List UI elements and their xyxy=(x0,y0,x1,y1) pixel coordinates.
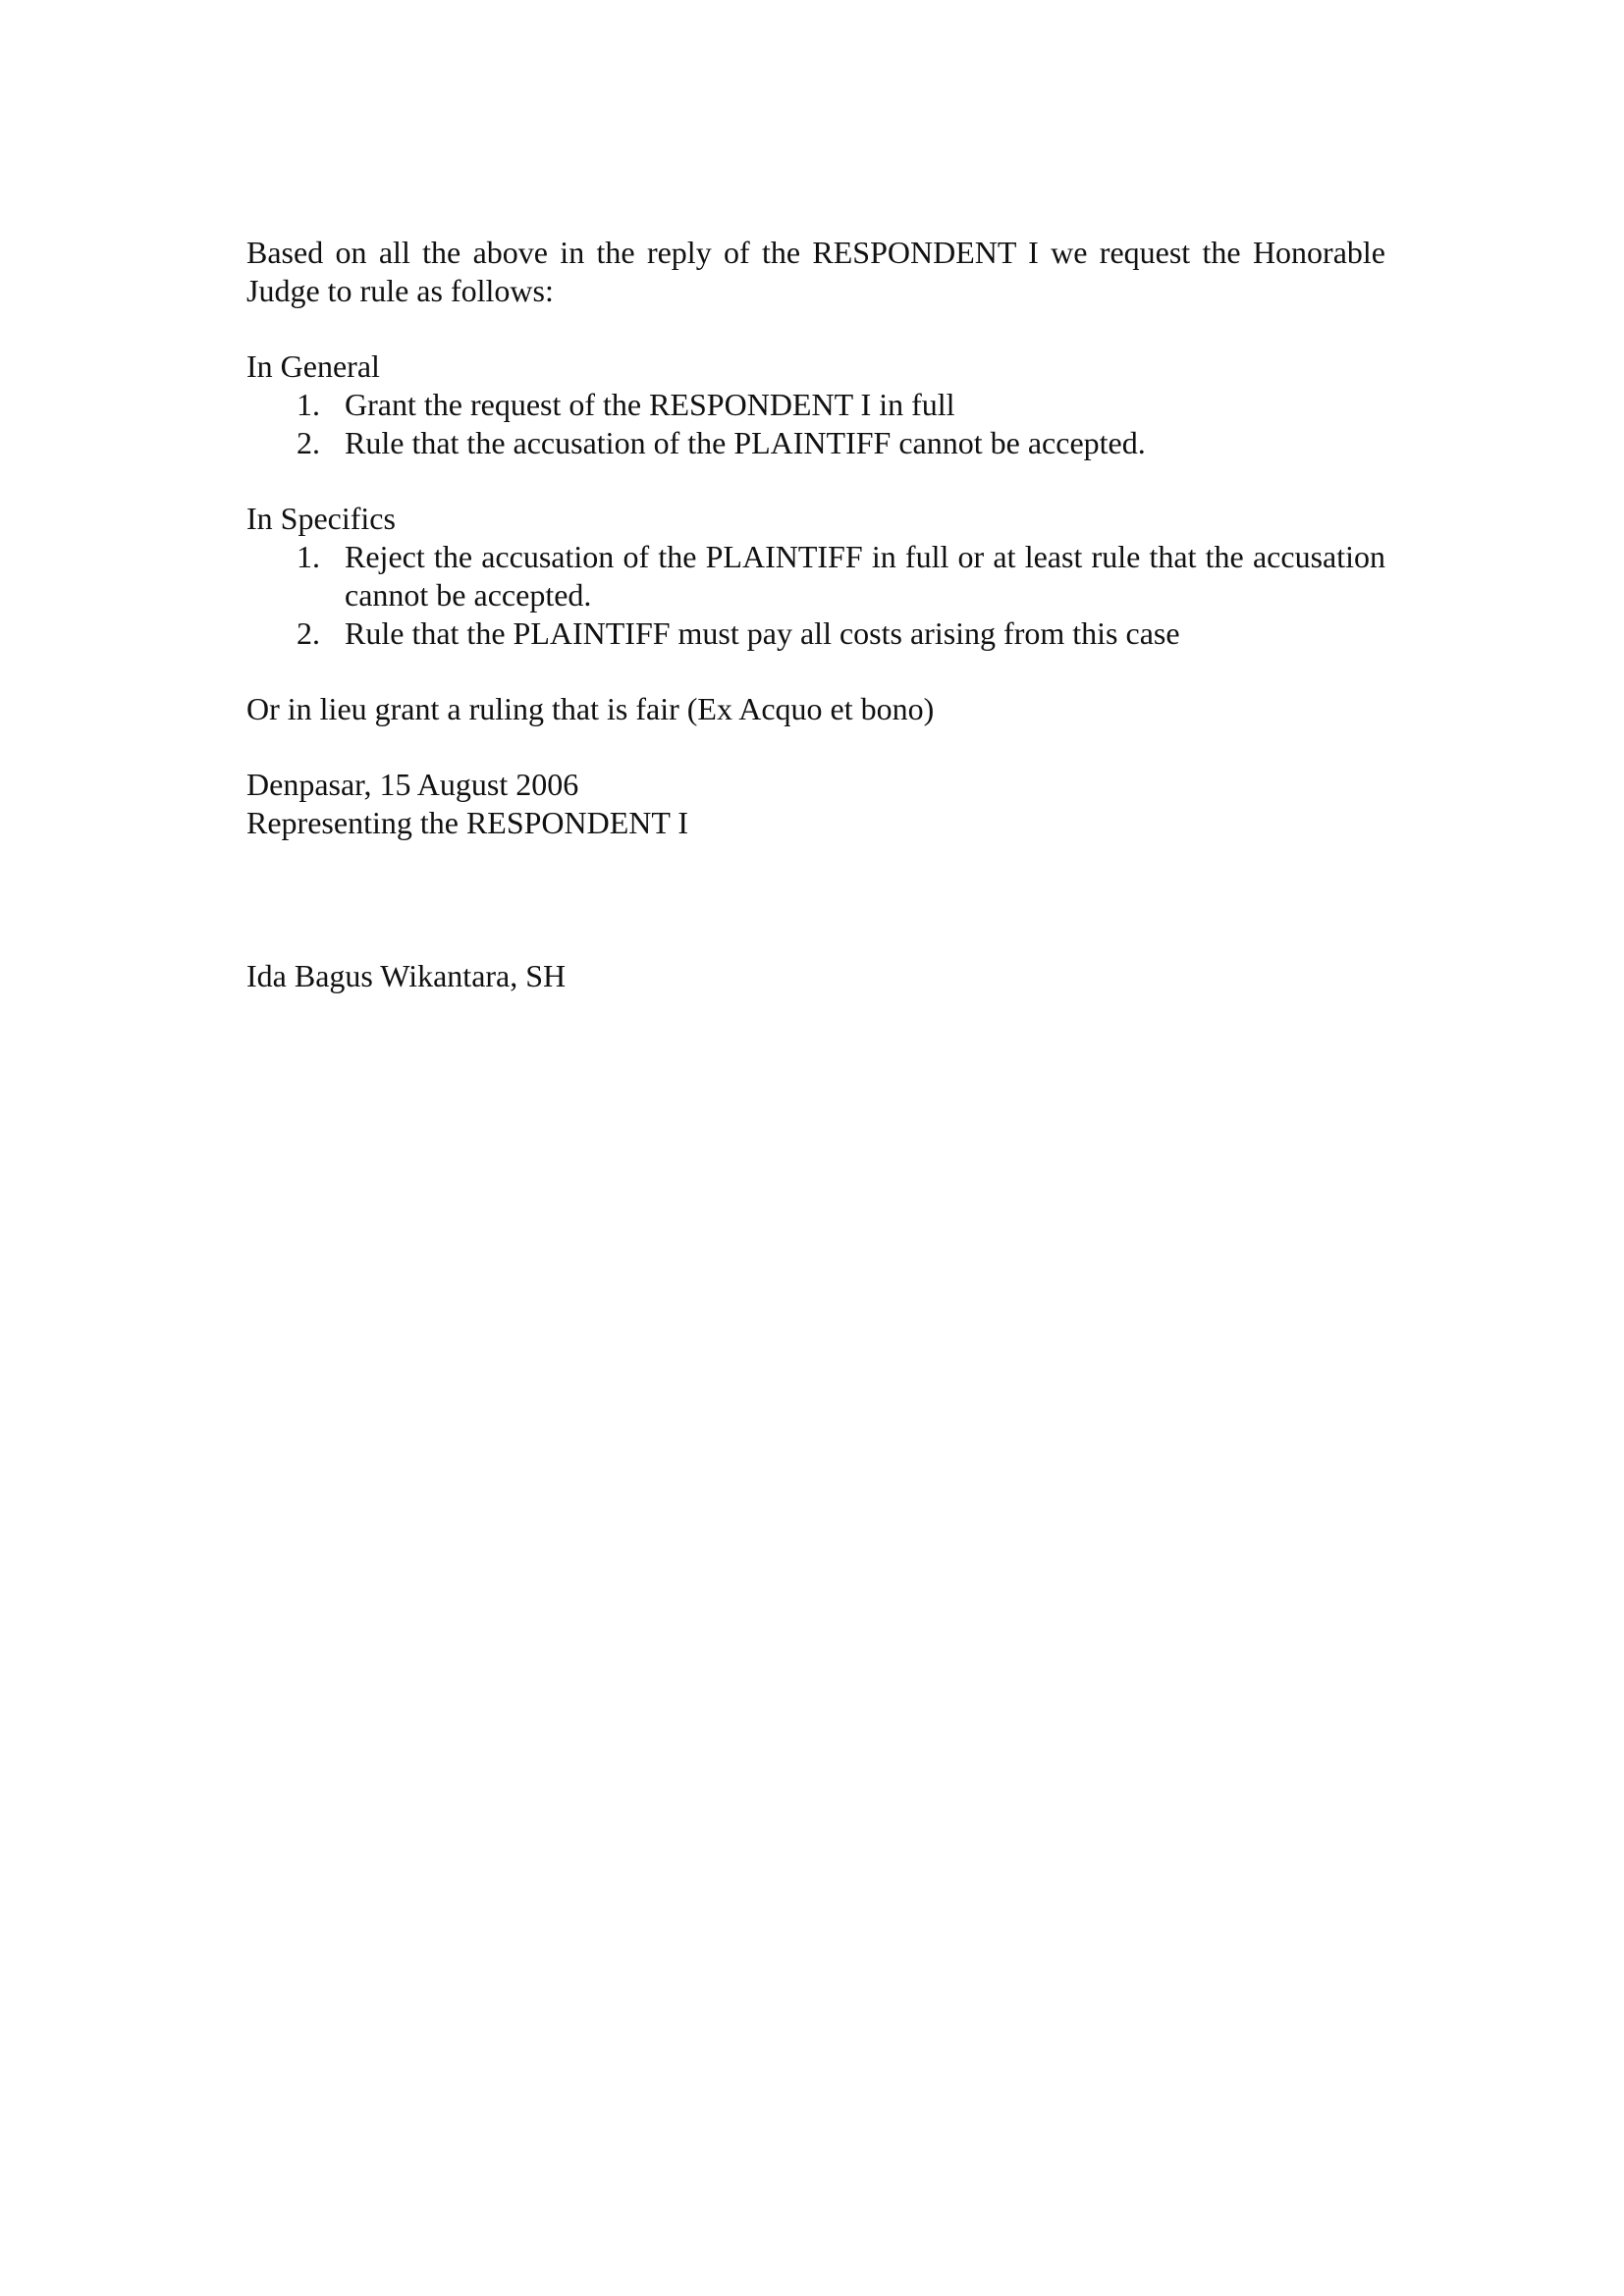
representing-line: Representing the RESPONDENT I xyxy=(246,805,689,840)
list-item-text: Reject the accusation of the PLAINTIFF in full or at least rule that the accusation cannot be accepted. xyxy=(345,539,1385,613)
signature-space xyxy=(246,842,1385,957)
list-item xyxy=(246,614,1385,653)
list-item-text: Rule that the accusation of the PLAINTIFF cannot be accepted. xyxy=(345,425,1146,460)
spacer xyxy=(246,310,1385,347)
general-list xyxy=(246,386,1385,462)
list-item-text: Grant the request of the RESPONDENT I in full xyxy=(345,387,955,422)
list-item xyxy=(246,424,1385,462)
list-item-text: Rule that the PLAINTIFF must pay all costs arising from this case xyxy=(345,615,1180,651)
list-item-number: 1. xyxy=(297,539,320,574)
list-item xyxy=(246,386,1385,424)
spacer xyxy=(246,728,1385,766)
list-item-number: 2. xyxy=(297,425,320,460)
spacer xyxy=(246,653,1385,690)
list-item-number: 1. xyxy=(297,387,320,422)
document-body xyxy=(246,234,1385,995)
general-heading: In General xyxy=(246,348,380,384)
specifics-heading: In Specifics xyxy=(246,501,396,536)
specifics-list xyxy=(246,538,1385,653)
alternative-ruling: Or in lieu grant a ruling that is fair (Ex Acquo et bono) xyxy=(246,691,935,726)
place-date: Denpasar, 15 August 2006 xyxy=(246,767,579,802)
list-item-number: 2. xyxy=(297,615,320,651)
signatory-name: Ida Bagus Wikantara, SH xyxy=(246,958,567,993)
spacer xyxy=(246,462,1385,500)
intro-paragraph: Based on all the above in the reply of the RESPONDENT I we request the Honorable Judge to rule as follows: xyxy=(246,235,1385,308)
list-item xyxy=(246,538,1385,614)
